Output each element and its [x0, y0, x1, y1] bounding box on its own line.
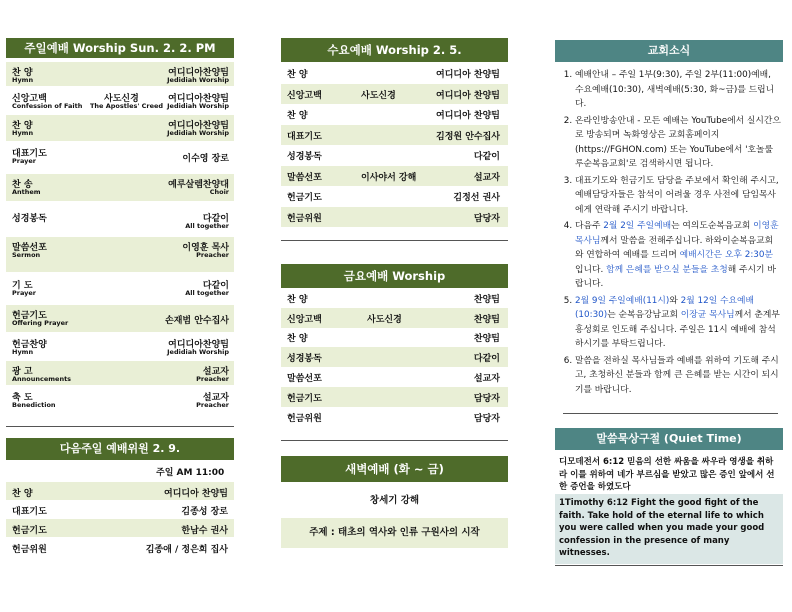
next-week-row [6, 482, 234, 500]
order-label: 말씀선포 [287, 172, 322, 183]
divider [555, 565, 783, 566]
order-leader: 여디디아 찬양팀 [436, 111, 500, 122]
order-label: 찬 양 [12, 68, 33, 78]
order-label: 찬 양 [287, 334, 308, 345]
next-week-header: 다음주일 예배위원 2. 9. [6, 438, 234, 460]
order-leader: 다같이 [202, 214, 229, 224]
church-news-list [555, 68, 781, 399]
order-label: 헌금위원 [287, 213, 322, 224]
order-label: 헌금위원 [287, 413, 322, 424]
wednesday-order-row [281, 104, 508, 125]
duty-label: 대표기도 [12, 507, 47, 517]
order-leader: 손재범 안수집사 [165, 315, 229, 326]
duty-person: 김종성 장로 [181, 507, 228, 517]
order-label-en: Benediction [12, 401, 56, 409]
order-leader: 다같이 [473, 354, 500, 365]
order-label: 축 도 [12, 393, 33, 403]
friday-order-row [281, 407, 508, 427]
order-leader: 예루살렘찬양대 [168, 180, 229, 190]
wednesday-order-row [281, 84, 508, 105]
order-leader-en: Preacher [196, 401, 229, 409]
order-leader-en: Preacher [196, 375, 229, 383]
friday-order-row [281, 347, 508, 367]
order-label: 성경봉독 [287, 152, 322, 163]
order-label-en: Hymn [12, 76, 34, 84]
sunday-order-row [6, 204, 234, 231]
news-item: 4. 다음주 2월 2일 주일예배는 여의도순복음교회 이영훈 목사님께서 말씀을 전해주십니다. 하와이순복음교회와 연합하여 예배를 드리며 예배시간은 오후 2:30분입니다. 함께 은혜를 받으실 분들을 초청해 주시기 바랍니다. [575, 219, 781, 292]
divider [6, 426, 234, 427]
order-label: 말씀선포 [12, 243, 47, 253]
friday-order-row [281, 328, 508, 348]
friday-order-row [281, 387, 508, 407]
quiet-time-english: 1Timothy 6:12 Fight the good fight of the faith. Take hold of the eternal life to which you were called when you made your good confession in the presence of many witnesses. [555, 494, 783, 564]
order-leader: 김정원 안수집사 [436, 131, 500, 142]
divider [563, 413, 778, 414]
order-leader-en: Preacher [196, 251, 229, 259]
next-week-time: 주일 AM 11:00 [156, 468, 225, 478]
order-label: 찬 양 [287, 294, 308, 305]
church-news-header: 교회소식 [555, 40, 783, 62]
duty-label: 찬 양 [12, 489, 33, 499]
order-leader: 여디디아찬양팀 [168, 121, 229, 131]
wednesday-order-row [281, 186, 508, 207]
friday-order-row [281, 367, 508, 387]
order-label: 찬 송 [12, 180, 33, 190]
order-leader: 김정선 권사 [453, 193, 500, 204]
wednesday-order-row [281, 145, 508, 166]
order-label: 찬 양 [287, 70, 308, 81]
order-leader: 설교자 [202, 367, 229, 377]
next-week-row [6, 519, 234, 537]
order-detail: 사도신경 [361, 90, 396, 101]
news-item: 2. 온라인방송안내 - 모든 예배는 YouTube에서 실시간으로 방송되며 녹화영상은 교회홈페이지(https://FGHON.com) 또는 YouTube에서 '호놀룰루순복음교회'로 검색하시면 됩니다. [575, 114, 781, 172]
news-item: 5. 2월 9일 주일예배(11시)와 2월 12일 수요예배(10:30)는 순복음강남교회 이장균 목사님께서 춘계부흥성회로 인도해 주십니다. 주일은 11시 예배에 참석 하시기를 부탁드립니다. [575, 294, 781, 352]
friday-order-row [281, 288, 508, 308]
order-leader: 찬양팀 [473, 294, 500, 305]
duty-person: 한남수 권사 [181, 526, 228, 536]
order-leader: 담당자 [473, 213, 500, 224]
order-label: 대표기도 [12, 149, 47, 159]
order-label: 말씀선포 [287, 374, 322, 385]
order-leader: 여디디아 찬양팀 [436, 90, 500, 101]
duty-label: 헌금기도 [12, 526, 47, 536]
order-leader: 설교자 [202, 393, 229, 403]
wednesday-order-row [281, 207, 508, 228]
order-leader: 다같이 [473, 152, 500, 163]
order-leader: 여디디아찬양팀 [168, 340, 229, 350]
order-leader-en: All together [185, 289, 229, 297]
order-leader: 설교자 [473, 374, 500, 385]
order-leader: 여디디아찬양팀 [168, 94, 229, 104]
order-label-en: Confession of Faith [12, 102, 83, 110]
order-leader-en: Choir [209, 188, 229, 196]
dawn-series-title: 창세기 강해 [369, 495, 420, 506]
order-label: 성경봉독 [287, 354, 322, 365]
order-label-en: Anthem [12, 188, 41, 196]
quiet-time-header: 말씀묵상구절 (Quiet Time) [555, 428, 783, 450]
order-label: 대표기도 [287, 131, 322, 142]
order-label-en: Prayer [12, 289, 37, 297]
order-leader-en: Jedidiah Worship [167, 76, 229, 84]
order-label-en: Announcements [12, 375, 72, 383]
order-leader: 여디디아찬양팀 [168, 68, 229, 78]
order-leader: 담당자 [473, 393, 500, 404]
friday-order-row [281, 308, 508, 328]
sunday-order-row [6, 305, 234, 332]
divider [281, 440, 508, 441]
news-item: 6. 말씀을 전하실 목사님들과 예배를 위하여 기도해 주시고, 초청하신 분들과 함께 큰 은혜를 받는 시간이 되시기를 바랍니다. [575, 354, 781, 398]
order-label: 헌금기도 [12, 311, 47, 321]
wednesday-order-row [281, 63, 508, 84]
next-week-row [6, 500, 234, 518]
order-leader: 찬양팀 [473, 334, 500, 345]
sunday-worship-header: 주일예배 Worship Sun. 2. 2. PM [6, 38, 234, 58]
duty-person: 김종애 / 정은희 집사 [145, 545, 228, 555]
sunday-order-row [6, 275, 234, 302]
duty-person: 여디디아 찬양팀 [164, 489, 228, 499]
friday-worship-header: 금요예배 Worship [281, 264, 508, 288]
order-label: 헌금기도 [287, 193, 322, 204]
sunday-order-row [6, 237, 234, 272]
order-leader: 다같이 [202, 281, 229, 291]
order-label: 헌금찬양 [12, 340, 47, 350]
order-label: 찬 양 [12, 121, 33, 131]
order-label: 신앙고백 [287, 314, 322, 325]
sunday-order-row [6, 115, 234, 141]
sunday-order-row [6, 387, 234, 411]
sunday-order-row [6, 361, 234, 385]
order-leader-en: Jedidiah Worship [167, 348, 229, 356]
order-leader: 설교자 [473, 172, 500, 183]
order-leader: 여디디아 찬양팀 [436, 70, 500, 81]
order-detail-en: The Apostles' Creed [90, 102, 164, 110]
order-leader: 담당자 [473, 413, 500, 424]
order-label: 헌금기도 [287, 393, 322, 404]
quiet-time-korean: 디모데전서 6:12 믿음의 선한 싸움을 싸우라 영생을 취하라 이를 위하여 네가 부르심을 받았고 많은 증인 앞에서 선한 증언을 하였도다 [559, 457, 775, 492]
sunday-order-row [6, 143, 234, 170]
order-label: 광 고 [12, 367, 33, 377]
order-detail: 이사야서 강해 [361, 172, 417, 183]
next-week-row [6, 538, 234, 556]
sunday-order-row [6, 174, 234, 201]
dawn-worship-header: 새벽예배 (화 ~ 금) [281, 456, 508, 482]
order-detail: 사도신경 [367, 314, 402, 325]
order-label: 신앙고백 [12, 94, 47, 104]
order-label: 기 도 [12, 281, 33, 291]
order-label-en: Offering Prayer [12, 319, 69, 327]
order-label-en: Hymn [12, 348, 34, 356]
order-leader-en: Jedidiah Worship [167, 129, 229, 137]
news-item: 3. 대표기도와 헌금기도 담당을 주보에서 확인해 주시고, 예배담당자들은 참석이 어려울 경우 사전에 담임목사에게 연락해 주시기 바랍니다. [575, 174, 781, 218]
order-label: 찬 양 [287, 111, 308, 122]
wednesday-order-row [281, 125, 508, 146]
order-detail: 사도신경 [104, 94, 139, 104]
order-leader: 이영훈 목사 [182, 243, 229, 253]
order-label: 신앙고백 [287, 90, 322, 101]
order-label-en: Sermon [12, 251, 41, 259]
news-item: 1. 예배안내 – 주일 1부(9:30), 주일 2부(11:00)예배, 수요예배(10:30), 새벽예배(5:30, 화~금)를 드립니다. [575, 68, 781, 112]
wednesday-worship-header: 수요예배 Worship 2. 5. [281, 38, 508, 62]
order-label-en: Hymn [12, 129, 34, 137]
order-label: 성경봉독 [12, 214, 47, 224]
divider [281, 240, 508, 241]
duty-label: 헌금위원 [12, 545, 47, 555]
order-leader: 이수영 장로 [182, 153, 229, 164]
order-leader-en: Jedidiah Worship [167, 102, 229, 110]
sunday-order-row [6, 88, 234, 113]
order-leader: 찬양팀 [473, 314, 500, 325]
order-label-en: Prayer [12, 157, 37, 165]
sunday-order-row [6, 62, 234, 86]
order-leader-en: All together [185, 222, 229, 230]
dawn-theme: 주제 : 태초의 역사와 인류 구원사의 시작 [281, 518, 508, 548]
wednesday-order-row [281, 166, 508, 187]
sunday-order-row [6, 334, 234, 359]
